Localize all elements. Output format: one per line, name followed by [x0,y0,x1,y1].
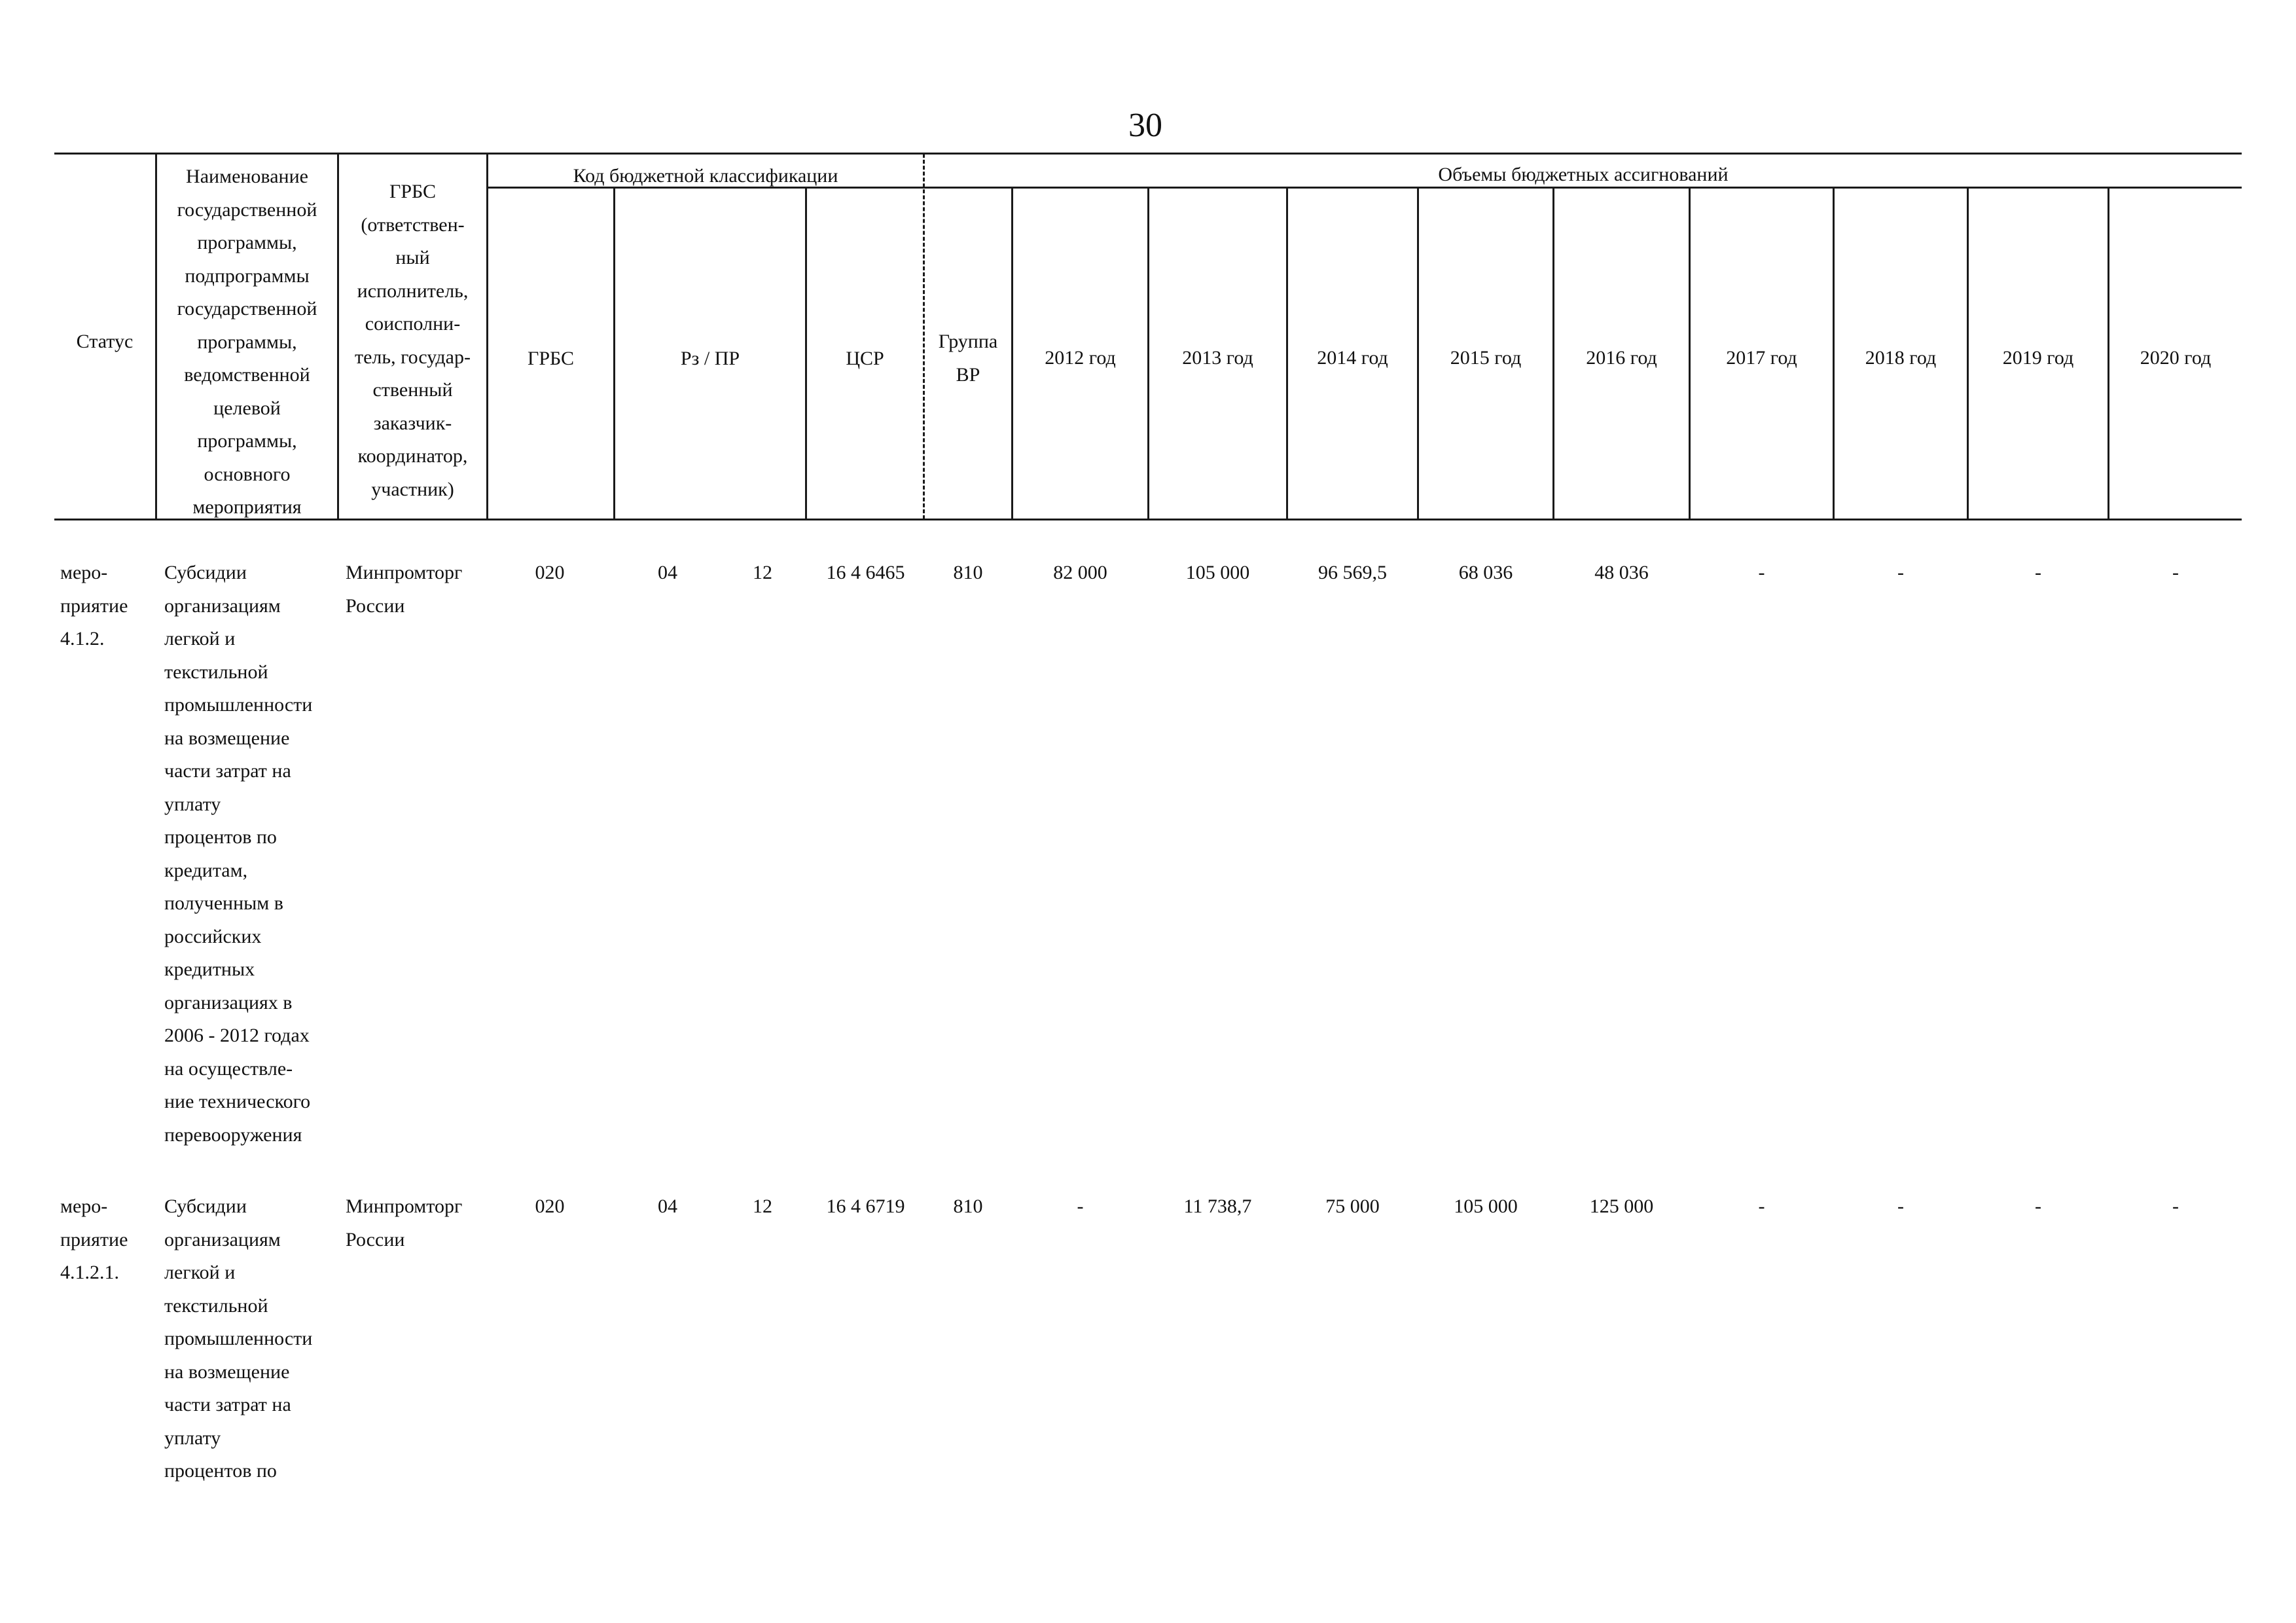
header-group-vr-line: Группа [938,331,998,352]
header-grbs-line: ГРБС [389,181,437,202]
header-name-line: целевой [213,397,281,419]
header-grbs-executor [339,175,486,506]
row-1-name [164,556,341,1152]
row-1-value-2015: 68 036 [1458,562,1513,583]
name-line: промышленности [164,694,313,716]
header-csr: ЦСР [846,348,884,369]
name-line: кредитам, [164,859,248,881]
name-line: ние технического [164,1091,311,1112]
header-year-2016: 2016 год [1586,347,1657,369]
row-1-grbs-executor [346,556,486,623]
row-1-grbs-code: 020 [535,562,565,583]
name-line: части затрат на [164,1394,291,1415]
row-2-value-2017: - [1758,1195,1765,1217]
row-2-value-2014: 75 000 [1325,1195,1380,1217]
row-2-value-2012: - [1077,1195,1084,1217]
row-2-grbs-executor [346,1190,486,1256]
header-grbs-line: участник) [371,478,454,500]
grbs-executor-line: Минпромторг [346,562,463,583]
row-1-value-2017: - [1758,562,1765,583]
header-grbs-line: координатор, [357,445,468,467]
row-2-value-2020: - [2172,1195,2179,1217]
name-line: легкой и [164,628,236,649]
name-line: на осуществле- [164,1057,293,1080]
header-name-line: государственной [177,298,317,319]
name-line: полученным в [164,892,283,914]
row-1-value-2013: 105 000 [1185,562,1250,583]
status-line: меро- [60,562,108,583]
name-line: легкой и [164,1262,236,1283]
row-2-value-2019: - [2035,1195,2041,1217]
header-name-line: основного [204,463,291,485]
name-line: уплату [164,1427,221,1449]
header-grbs-line: (ответствен- [361,213,465,236]
name-line: организациям [164,1228,281,1250]
header-group-vr [925,325,1011,392]
name-line: Субсидии [164,1195,247,1217]
row-2-rz: 04 [658,1195,677,1217]
row-2-csr: 16 4 6719 [826,1195,905,1217]
row-2-value-2018: - [1897,1195,1904,1217]
row-2-group-vr: 810 [953,1195,983,1217]
status-line: меро- [60,1195,108,1217]
header-name-line: мероприятия [192,496,302,518]
header-year-2019: 2019 год [2002,347,2074,369]
name-line: 2006 - 2012 годах [164,1025,310,1046]
name-line: процентов по [164,826,277,848]
header-volumes-group: Объемы бюджетных ассигнований [1438,164,1729,185]
row-1-value-2020: - [2172,562,2179,583]
header-year-2015: 2015 год [1450,347,1522,369]
header-name-line: программы, [197,232,297,253]
header-name-line: ведомственной [184,364,310,386]
name-line: перевооружения [164,1123,302,1146]
status-line: 4.1.2. [60,628,105,649]
row-2-value-2016: 125 000 [1589,1195,1654,1217]
header-budget-code-group: Код бюджетной классификации [573,165,838,187]
name-line: текстильной [164,661,268,683]
row-1-pr: 12 [753,562,772,583]
row-1-value-2012: 82 000 [1053,562,1107,583]
row-1-value-2018: - [1897,562,1904,583]
grbs-executor-line: России [346,594,405,617]
header-name-line: программы, [197,331,297,353]
row-2-pr: 12 [753,1195,772,1217]
header-year-2014: 2014 год [1317,347,1388,369]
header-grbs-line: соисполни- [365,313,461,335]
row-1-value-2019: - [2035,562,2041,583]
name-line: текстильной [164,1294,268,1317]
row-2-value-2015: 105 000 [1454,1195,1518,1217]
name-line: организациях в [164,991,293,1013]
header-grbs-line: исполнитель, [357,280,469,302]
row-1-value-2016: 48 036 [1594,562,1649,583]
status-line: приятие [60,1228,128,1250]
page-number: 30 [1128,107,1162,144]
name-line: уплату [164,793,221,815]
header-grbs-line: ный [395,247,430,268]
header-year-2012: 2012 год [1045,347,1116,369]
col-divider-grbs-executor [486,154,488,519]
header-name-line: подпрограммы [185,264,310,287]
header-name-line: Наименование [186,166,308,187]
header-name-line: государственной [177,198,317,221]
row-1-rz: 04 [658,562,677,583]
header-year-2017: 2017 год [1726,347,1797,369]
row-2-value-2013: 11 738,7 [1183,1195,1252,1217]
name-line: Субсидии [164,562,247,583]
header-grbs-line: ственный [372,379,453,401]
header-year-2013: 2013 год [1182,347,1253,369]
row-1-group-vr: 810 [953,562,983,583]
name-line: части затрат на [164,760,291,782]
row-1-status [60,556,155,656]
row-1-value-2014: 96 569,5 [1318,562,1387,583]
header-program-name [157,160,337,524]
header-group-vr-line: ВР [956,363,980,386]
name-line: российских [164,925,262,947]
name-line: процентов по [164,1460,277,1482]
header-grbs-line: заказчик- [373,412,452,434]
header-grbs-line: тель, государ- [355,346,471,368]
table-top-rule [54,153,2242,155]
grbs-executor-line: Минпромторг [346,1195,463,1217]
row-1-csr: 16 4 6465 [826,562,905,583]
name-line: кредитных [164,958,255,980]
row-2-status [60,1190,155,1290]
name-line: промышленности [164,1328,313,1349]
status-line: 4.1.2.1. [60,1262,119,1283]
row-2-grbs-code: 020 [535,1195,565,1217]
header-name-line: программы, [197,430,297,452]
header-year-2020: 2020 год [2140,347,2212,369]
name-line: на возмещение [164,1360,290,1383]
name-line: на возмещение [164,727,290,749]
status-line: приятие [60,594,128,617]
header-status: Статус [76,331,134,352]
name-line: организациям [164,594,281,617]
header-grbs-code: ГРБС [527,348,575,369]
header-rz-pr: Рз / ПР [680,348,740,369]
grbs-executor-line: России [346,1228,405,1250]
header-year-2018: 2018 год [1865,347,1937,369]
row-2-name [164,1190,341,1488]
